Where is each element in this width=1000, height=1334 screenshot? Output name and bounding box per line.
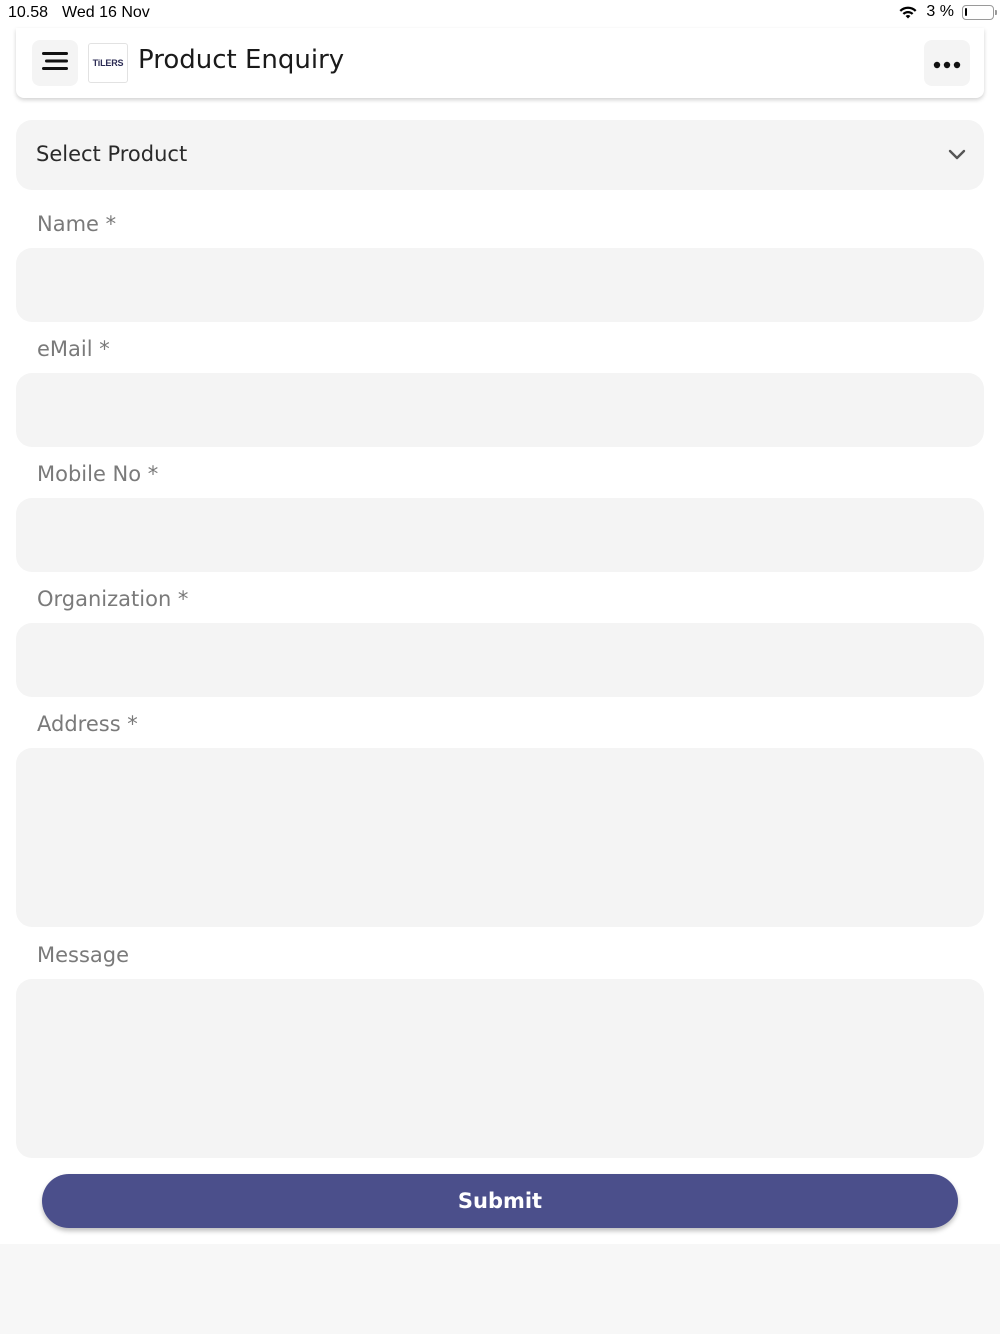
chevron-down-icon: [948, 146, 966, 165]
select-product-label: Select Product: [36, 142, 188, 166]
mobile-label: Mobile No *: [37, 462, 159, 486]
organization-input[interactable]: [16, 623, 984, 697]
email-label: eMail *: [37, 337, 110, 361]
battery-icon: [962, 5, 994, 20]
status-right: [898, 3, 994, 21]
address-label: Address *: [37, 712, 138, 736]
submit-button[interactable]: Submit: [42, 1174, 958, 1228]
name-input[interactable]: [16, 248, 984, 322]
more-options-button[interactable]: [924, 40, 970, 86]
hamburger-menu-icon: [42, 51, 68, 75]
battery-level: [965, 8, 967, 16]
mobile-input[interactable]: [16, 498, 984, 572]
more-horizontal-icon: [933, 54, 961, 73]
battery-percent: 3 %: [926, 3, 954, 20]
status-date: Wed 16 Nov: [62, 4, 150, 21]
bottom-area: [0, 1244, 1000, 1334]
page-title: Product Enquiry: [138, 45, 345, 75]
wifi-icon: [898, 4, 918, 20]
name-label: Name *: [37, 212, 117, 236]
email-input[interactable]: [16, 373, 984, 447]
address-textarea[interactable]: [16, 748, 984, 927]
status-left: [8, 4, 150, 22]
organization-label: Organization *: [37, 587, 189, 611]
select-product-dropdown[interactable]: [16, 120, 984, 190]
app-logo: [88, 43, 128, 83]
message-textarea[interactable]: [16, 979, 984, 1158]
message-label: Message: [37, 943, 130, 967]
app-header: [16, 28, 984, 98]
status-bar: [0, 0, 1000, 28]
menu-button[interactable]: [32, 40, 78, 86]
status-time: 10.58: [8, 4, 49, 21]
logo-text: TiLERS: [92, 58, 124, 68]
